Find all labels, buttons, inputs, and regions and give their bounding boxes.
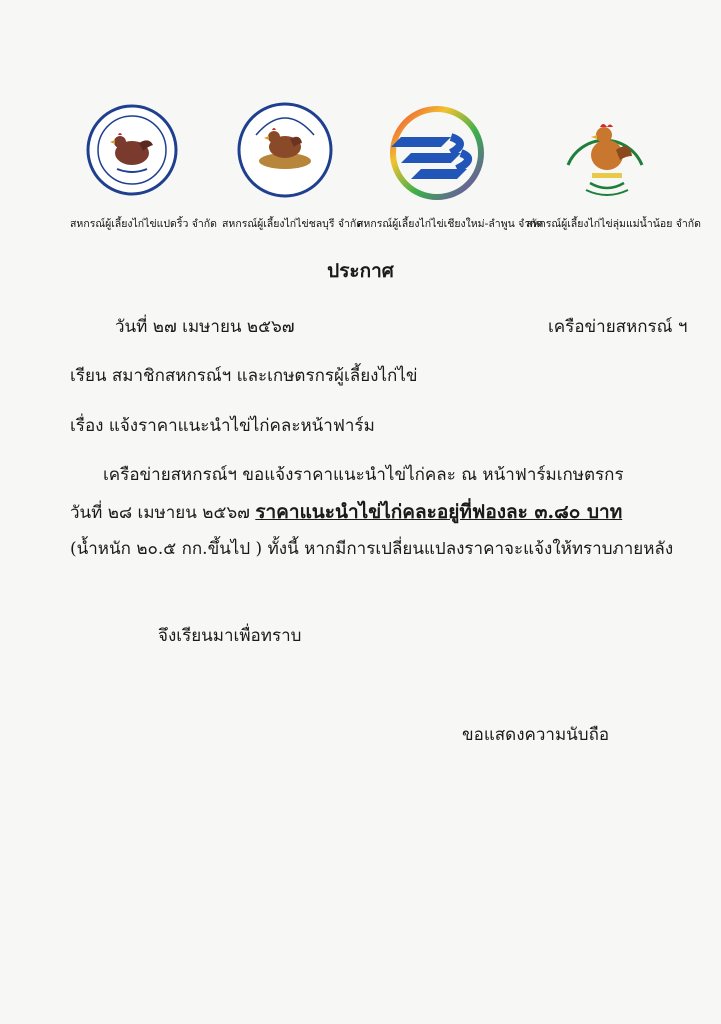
logo-caption-2: สหกรณ์ผู้เลี้ยงไก่ไข่ชลบุรี จำกัด [222,218,364,230]
recipient-line: เรียน สมาชิกสหกรณ์ฯ และเกษตรกรผู้เลี้ยงไก่ไข่ [70,366,418,386]
logo-chiangmai [355,95,515,205]
page-title: ประกาศ [327,260,394,282]
date-line: วันที่ ๒๗ เมษายน ๒๕๖๗ [115,317,295,337]
logo-chonburi [205,95,365,205]
logo-caption-4: สหกรณ์ผู้เลี้ยงไก่ไข่ลุ่มแม่น้ำน้อย จำกัด [526,218,701,230]
subject-line: เรื่อง แจ้งราคาแนะนำไข่ไก่คละหน้าฟาร์ม [70,416,375,436]
effective-date: วันที่ ๒๘ เมษายน ๒๕๖๗ [70,503,250,523]
hen-nest-icon [230,95,340,205]
rooster-icon [550,95,660,205]
regards-line: ขอแสดงความนับถือ [462,725,610,745]
logo-caption-3: สหกรณ์ผู้เลี้ยงไก่ไข่เชียงใหม่-ลำพูน จำกัด [357,218,544,230]
price-highlight: ราคาแนะนำไข่ไก่คละอยู่ที่ฟองละ ๓.๘๐ บาท [255,501,623,523]
closing-line: จึงเรียนมาเพื่อทราบ [158,626,302,646]
body-line-3: (น้ำหนัก ๒๐.๕ กก.ขึ้นไป ) ทั้งนี้ หากมีการเปลี่ยนแปลงราคาจะแจ้งให้ทราบภายหลัง [70,539,674,559]
logo-row [0,95,721,235]
wave-ring-icon [375,95,495,205]
logo-caption-1: สหกรณ์ผู้เลี้ยงไก่ไข่แปดริ้ว จำกัด [70,218,217,230]
body-line-2 [70,497,622,527]
logo-paetriew [52,95,212,205]
logo-lumnamnoi [525,95,685,205]
hen-seal-icon [77,95,187,205]
body-line-1: เครือข่ายสหกรณ์ฯ ขอแจ้งราคาแนะนำไข่ไก่คละ ณ หน้าฟาร์มเกษตรกร [103,465,624,485]
issuer-label: เครือข่ายสหกรณ์ ฯ [548,317,688,337]
